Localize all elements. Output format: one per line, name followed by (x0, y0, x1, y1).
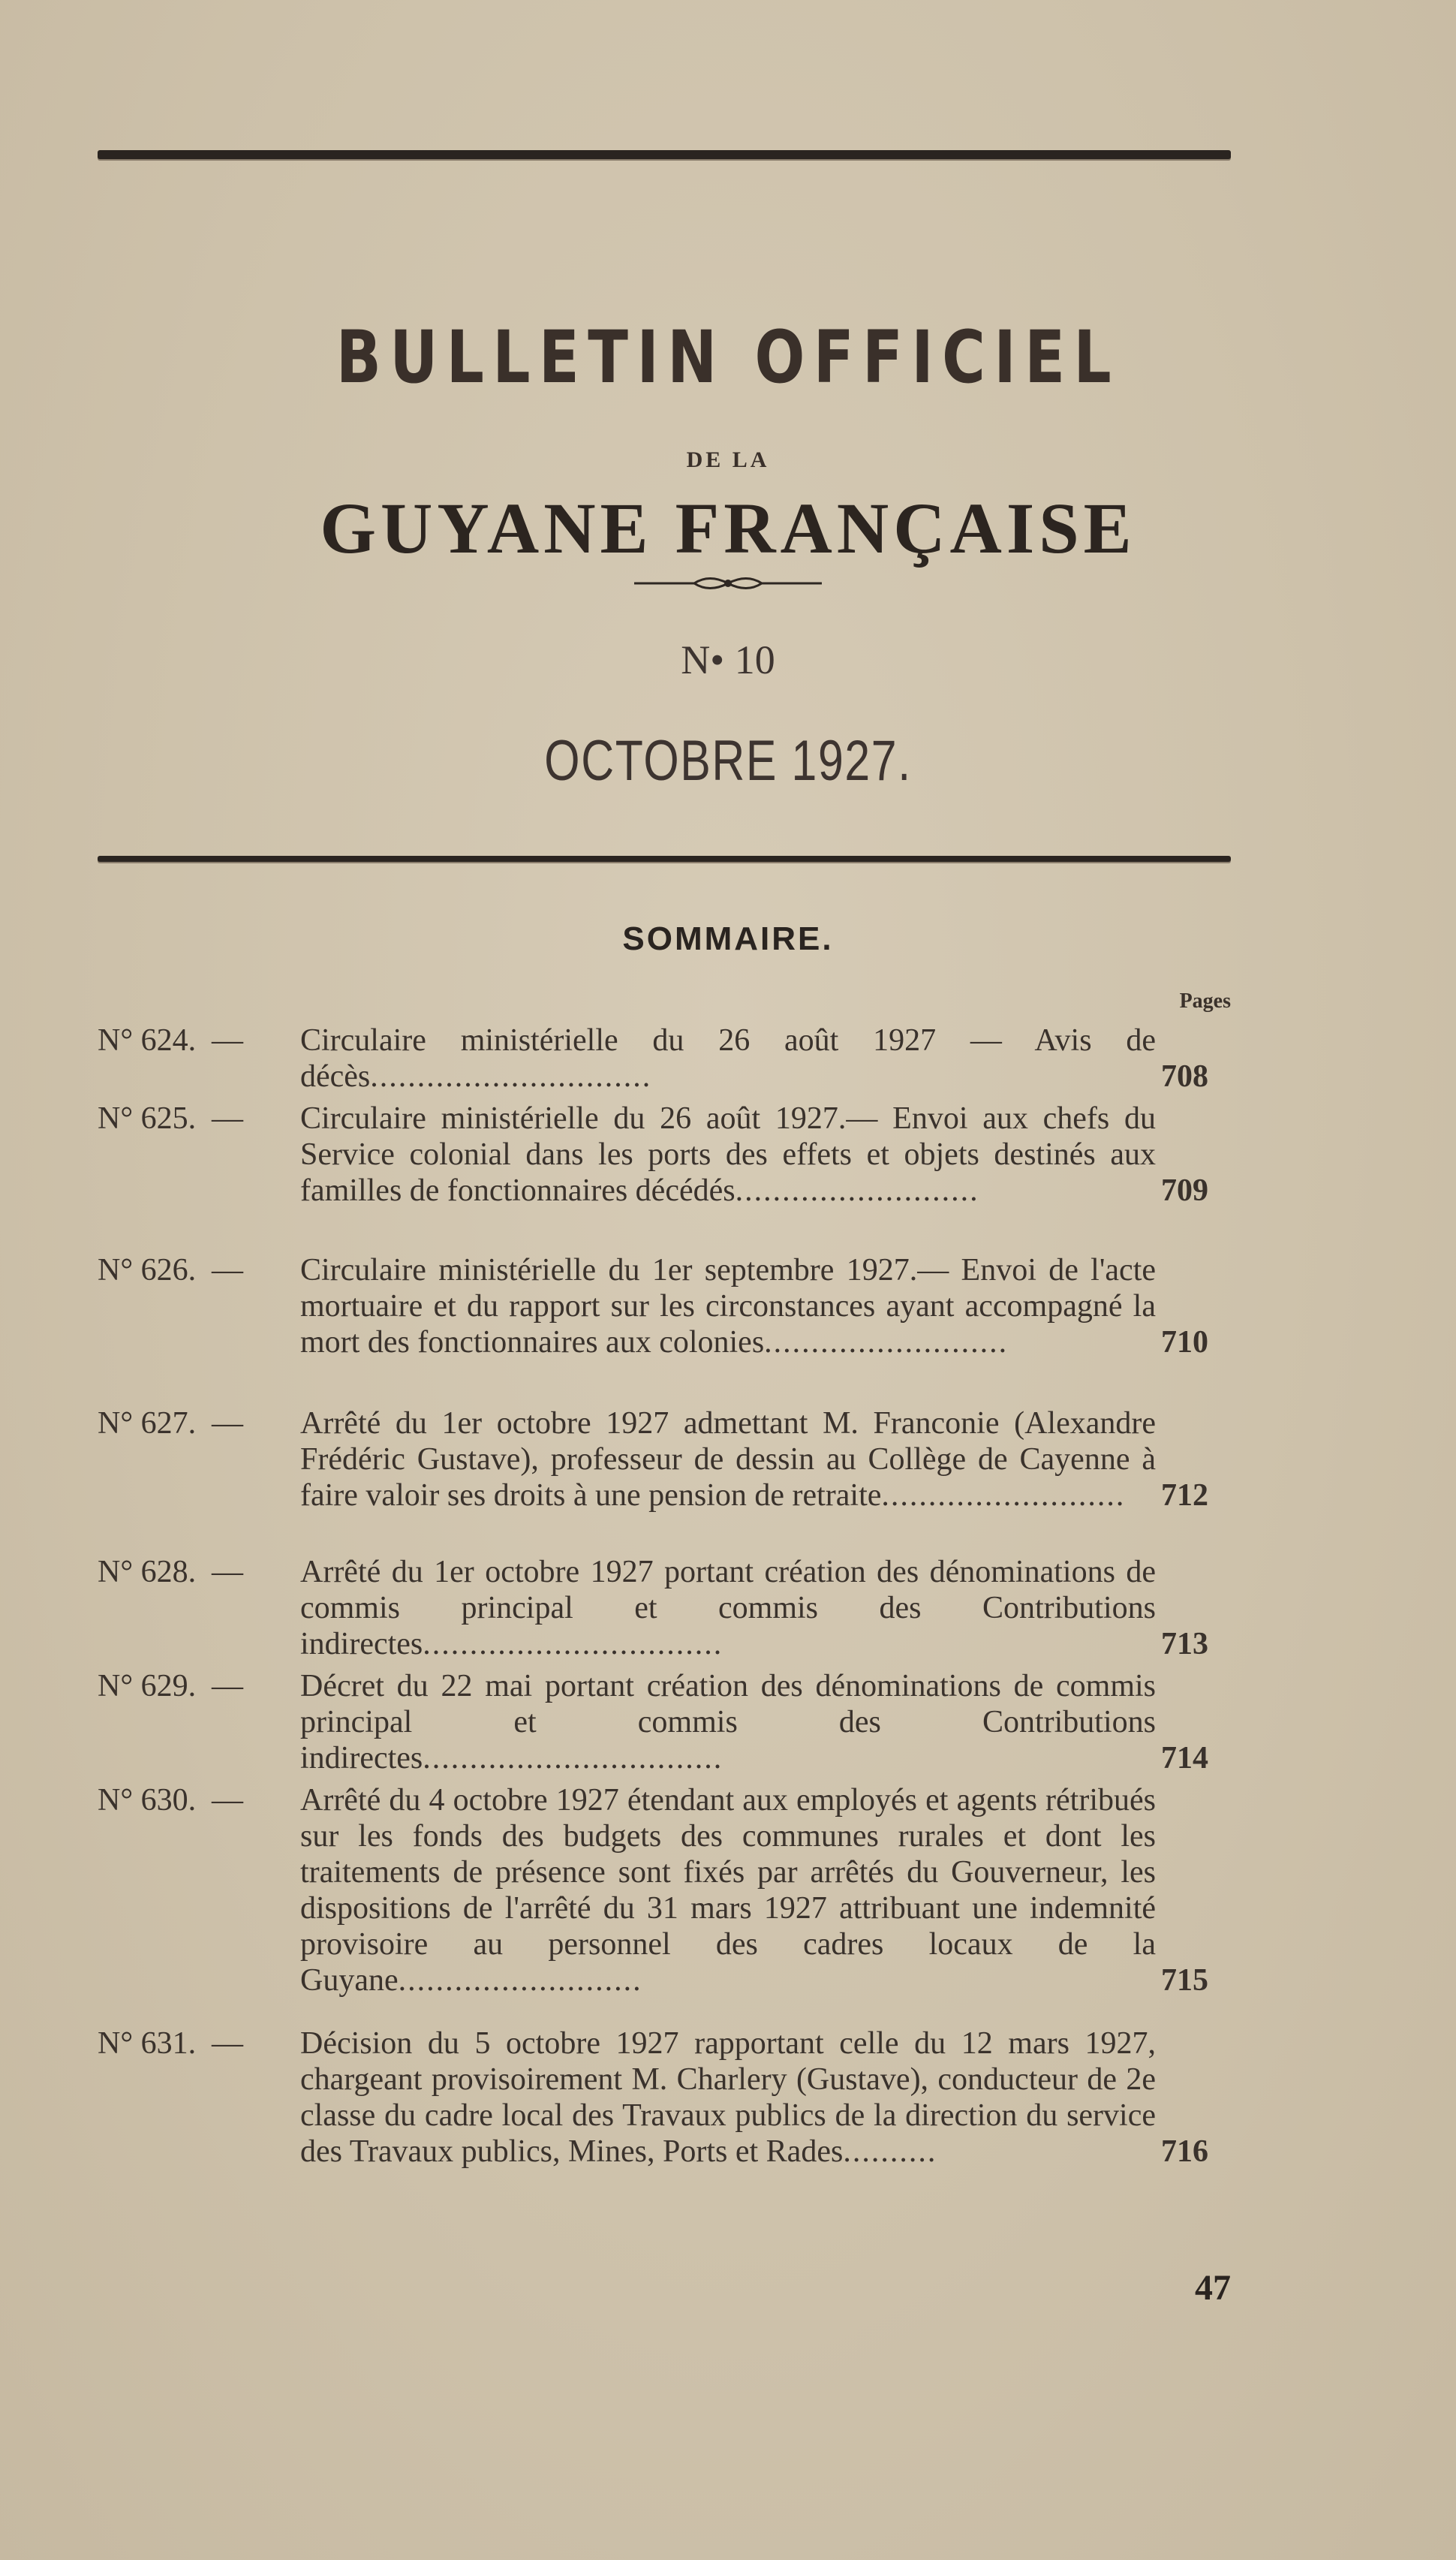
entry-text: Circulaire ministérielle du 1er septembre 1927.— Envoi de l'acte mortuaire et du rapport sur les circonstances ayant accompagné la mort des fonctionnaires aux colonies (300, 1253, 1156, 1360)
toc-entry: N° 629. — Décret du 22 mai portant création des dénominations de commis principal et commis des Contributions indirectes................................ 714 (98, 1669, 1208, 1775)
entry-text: Circulaire ministérielle du 26 août 1927.— Envoi aux chefs du Service colonial dans les ports des effets et objets destinés aux familles de fonctionnaires décédés (300, 1101, 1156, 1208)
entry-page: 708 (1161, 1059, 1208, 1094)
toc-entry: N° 631. — Décision du 5 octobre 1927 rapportant celle du 12 mars 1927, chargeant provisoirement M. Charlery (Gustave), conducteur de 2e classe du cadre local des Travaux publics de la direction du service des Travaux publics, Mines, Ports et Rades.......... 716 (98, 2026, 1208, 2169)
entry-number: N° 627. (98, 1406, 197, 1441)
middle-rule (98, 856, 1231, 862)
entry-text: Arrêté du 4 octobre 1927 étendant aux employés et agents rétribués sur les fonds des budgets des communes rurales et dont les traitements de présence sont fixés par arrêtés du Gouverneur, les dispositions de l'arrêté du 31 mars 1927 attribuant une indemnité provisoire au personnel des cadres locaux de la Guyane (300, 1783, 1156, 1998)
colony-title: GUYANE FRANÇAISE (320, 488, 1136, 568)
entry-dash: — (212, 1406, 243, 1441)
pages-label: Pages (1179, 989, 1231, 1013)
toc-entry: N° 627. — Arrêté du 1er octobre 1927 admettant M. Franconie (Alexandre Frédéric Gustave), professeur de dessin au Collège de Cayenne à faire valoir ses droits à une pension de retraite.......................... 712 (98, 1406, 1208, 1513)
toc-entry: N° 625. — Circulaire ministérielle du 26 août 1927.— Envoi aux chefs du Service colonial dans les ports des effets et objets destinés aux familles de fonctionnaires décédés.......................... 709 (98, 1101, 1208, 1208)
entry-number: N° 624. (98, 1023, 197, 1058)
bulletin-title: BULLETIN OFFICIEL (335, 315, 1121, 399)
entry-page: 714 (1161, 1741, 1208, 1775)
ornament-icon (634, 572, 822, 595)
entry-text: Décret du 22 mai portant création des dénominations de commis principal et commis des Contributions indirectes (300, 1669, 1156, 1775)
entry-dash: — (212, 1253, 243, 1288)
entry-text: Arrêté du 1er octobre 1927 admettant M. Franconie (Alexandre Frédéric Gustave), professeur de dessin au Collège de Cayenne à faire valoir ses droits à une pension de retraite (300, 1406, 1156, 1513)
entry-dash: — (212, 1783, 243, 1818)
toc-entry: N° 626. — Circulaire ministérielle du 1er septembre 1927.— Envoi de l'acte mortuaire et du rapport sur les circonstances ayant accompagné la mort des fonctionnaires aux colonies.......................... 710 (98, 1253, 1208, 1360)
entry-number: N° 626. (98, 1253, 197, 1288)
toc-entry: N° 630. — Arrêté du 4 octobre 1927 étendant aux employés et agents rétribués sur les fonds des budgets des communes rurales et dont les traitements de présence sont fixés par arrêtés du Gouverneur, les dispositions de l'arrêté du 31 mars 1927 attribuant une indemnité provisoire au personnel des cadres locaux de la Guyane.......................... 715 (98, 1783, 1208, 1998)
issue-number: N• 10 (681, 637, 775, 682)
entry-dash: — (212, 1555, 243, 1589)
entry-text: Arrêté du 1er octobre 1927 portant création des dénominations de commis principal et commis des Contributions indirectes (300, 1555, 1156, 1661)
folio-number: 47 (1195, 2268, 1231, 2308)
entry-dash: — (212, 1101, 243, 1136)
issue-date: OCTOBRE 1927. (544, 729, 912, 793)
de-la-label: DE LA (686, 447, 770, 472)
entry-number: N° 625. (98, 1101, 197, 1136)
toc-entry: N° 628. — Arrêté du 1er octobre 1927 portant création des dénominations de commis principal et commis des Contributions indirectes................................ 713 (98, 1555, 1208, 1661)
top-rule (98, 150, 1231, 159)
entry-page: 713 (1161, 1627, 1208, 1661)
entry-page: 712 (1161, 1478, 1208, 1513)
sommaire-heading: SOMMAIRE. (622, 920, 834, 957)
entry-text: Circulaire ministérielle du 26 août 1927 — Avis de décès (300, 1023, 1156, 1094)
entry-page: 716 (1161, 2134, 1208, 2169)
entry-number: N° 629. (98, 1669, 197, 1703)
entry-page: 710 (1161, 1325, 1208, 1360)
entry-dash: — (212, 2026, 243, 2061)
entry-text: Décision du 5 octobre 1927 rapportant celle du 12 mars 1927, chargeant provisoirement M. Charlery (Gustave), conducteur de 2e classe du cadre local des Travaux publics de la direction du service des Travaux publics, Mines, Ports et Rades (300, 2026, 1156, 2169)
toc-entry: N° 624. — Circulaire ministérielle du 26 août 1927 — Avis de décès.............................. 708 (98, 1023, 1208, 1094)
entry-number: N° 628. (98, 1555, 197, 1589)
entry-dash: — (212, 1023, 243, 1058)
entry-number: N° 631. (98, 2026, 197, 2061)
entry-page: 715 (1161, 1963, 1208, 1998)
entry-page: 709 (1161, 1173, 1208, 1208)
entry-number: N° 630. (98, 1783, 197, 1818)
entry-dash: — (212, 1669, 243, 1703)
